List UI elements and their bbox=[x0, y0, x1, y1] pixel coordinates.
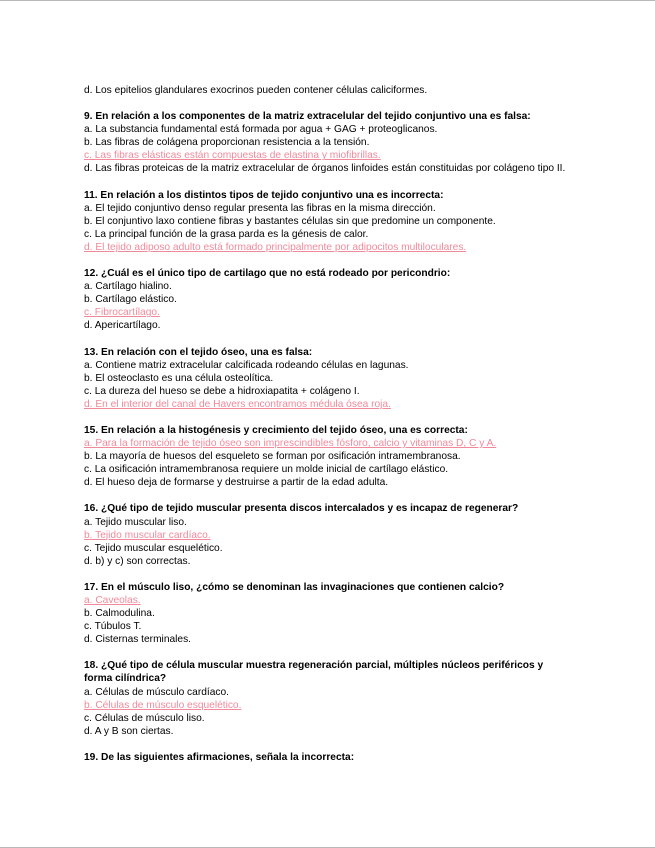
question-16 bbox=[84, 502, 574, 567]
option-c: c. Túbulos T. bbox=[84, 621, 142, 633]
option-d: d. A y B son ciertas. bbox=[84, 725, 174, 737]
question-19 bbox=[84, 751, 574, 764]
option-d: d. El hueso deja de formarse y destruirse a partir de la edad adulta. bbox=[84, 477, 389, 489]
question-title: 11. En relación a los distintos tipos de tejido conjuntivo una es incorrecta: bbox=[84, 189, 444, 201]
question-title: 18. ¿Qué tipo de célula muscular muestra regeneración parcial, múltiples núcleos periféricos y forma cilíndrica? bbox=[84, 660, 544, 685]
question-11 bbox=[84, 189, 574, 254]
option-a: a. La substancia fundamental está formada por agua + GAG + proteoglicanos. bbox=[84, 124, 438, 136]
option-a: a. Cartílago hialino. bbox=[84, 281, 172, 293]
option-d-highlighted: d. El tejido adiposo adulto está formado principalmente por adipocitos multiloculares. bbox=[84, 241, 467, 253]
option-c-highlighted: c. Fibrocartílago. bbox=[84, 307, 160, 319]
intro-line: d. Los epitelios glandulares exocrinos pueden contener células caliciformes. bbox=[84, 85, 428, 96]
option-a: a. Tejido muscular liso. bbox=[84, 516, 187, 528]
option-d: d. b) y c) son correctas. bbox=[84, 555, 191, 567]
question-title: 17. En el músculo liso, ¿cómo se denominan las invaginaciones que contienen calcio? bbox=[84, 581, 505, 593]
option-b: b. El osteoclasto es una célula osteolítica. bbox=[84, 372, 274, 384]
question-17 bbox=[84, 581, 574, 646]
option-b: b. El conjuntivo laxo contiene fibras y bastantes células sin que predomine un componente. bbox=[84, 215, 496, 227]
question-13 bbox=[84, 346, 574, 411]
option-a-highlighted: a. Caveolas. bbox=[84, 595, 141, 606]
question-title: 16. ¿Qué tipo de tejido muscular presenta discos intercalados y es incapaz de regenerar? bbox=[84, 503, 519, 515]
document-content bbox=[84, 84, 574, 764]
option-c: c. Células de músculo liso. bbox=[84, 712, 205, 724]
option-d: d. Cisternas terminales. bbox=[84, 634, 192, 646]
question-15 bbox=[84, 424, 574, 489]
option-a: a. El tejido conjuntivo denso regular presenta las fibras en la misma dirección. bbox=[84, 202, 436, 214]
option-b: b. Las fibras de colágena proporcionan resistencia a la tensión. bbox=[84, 137, 370, 149]
option-b: b. La mayoría de huesos del esqueleto se forman por osificación intramembranosa. bbox=[84, 451, 461, 463]
option-b: b. Cartílago elástico. bbox=[84, 294, 177, 306]
option-b-highlighted: b. Tejido muscular cardíaco. bbox=[84, 529, 211, 541]
question-18 bbox=[84, 659, 574, 738]
option-d: d. Las fibras proteicas de la matriz extracelular de órganos linfoides están constituidas por colágeno tipo II. bbox=[84, 163, 566, 175]
option-d-highlighted: d. En el interior del canal de Havers encontramos médula ósea roja. bbox=[84, 398, 391, 410]
option-c: c. Tejido muscular esquelético. bbox=[84, 542, 223, 554]
option-a: a. Células de músculo cardíaco. bbox=[84, 686, 229, 698]
option-c: c. La dureza del hueso se debe a hidroxiapatita + colágeno I. bbox=[84, 385, 360, 397]
question-9 bbox=[84, 110, 574, 175]
option-a-highlighted: a. Para la formación de tejido óseo son imprescindibles fósforo, calcio y vitaminas D, C y A. bbox=[84, 438, 497, 450]
option-c-highlighted: c. Las fibras elásticas están compuestas de elastina y miofibrillas. bbox=[84, 150, 381, 162]
question-title: 13. En relación con el tejido óseo, una es falsa: bbox=[84, 346, 313, 358]
question-title: 12. ¿Cuál es el único tipo de cartilago que no está rodeado por pericondrio: bbox=[84, 268, 451, 280]
option-b: b. Calmodulina. bbox=[84, 608, 155, 620]
option-c: c. La principal función de la grasa parda es la génesis de calor. bbox=[84, 228, 369, 240]
question-title: 9. En relación a los componentes de la matriz extracelular del tejido conjuntivo una es falsa: bbox=[84, 111, 531, 123]
question-12 bbox=[84, 267, 574, 332]
option-a: a. Contiene matriz extracelular calcificada rodeando células en lagunas. bbox=[84, 359, 409, 371]
option-c: c. La osificación intramembranosa requiere un molde inicial de cartílago elástico. bbox=[84, 464, 449, 476]
option-d: d. Apericartílago. bbox=[84, 320, 161, 332]
question-title: 19. De las siguientes afirmaciones, señala la incorrecta: bbox=[84, 751, 355, 763]
option-b-highlighted: b. Células de músculo esquelético. bbox=[84, 699, 242, 711]
question-title: 15. En relación a la histogénesis y crecimiento del tejido óseo, una es correcta: bbox=[84, 424, 468, 436]
